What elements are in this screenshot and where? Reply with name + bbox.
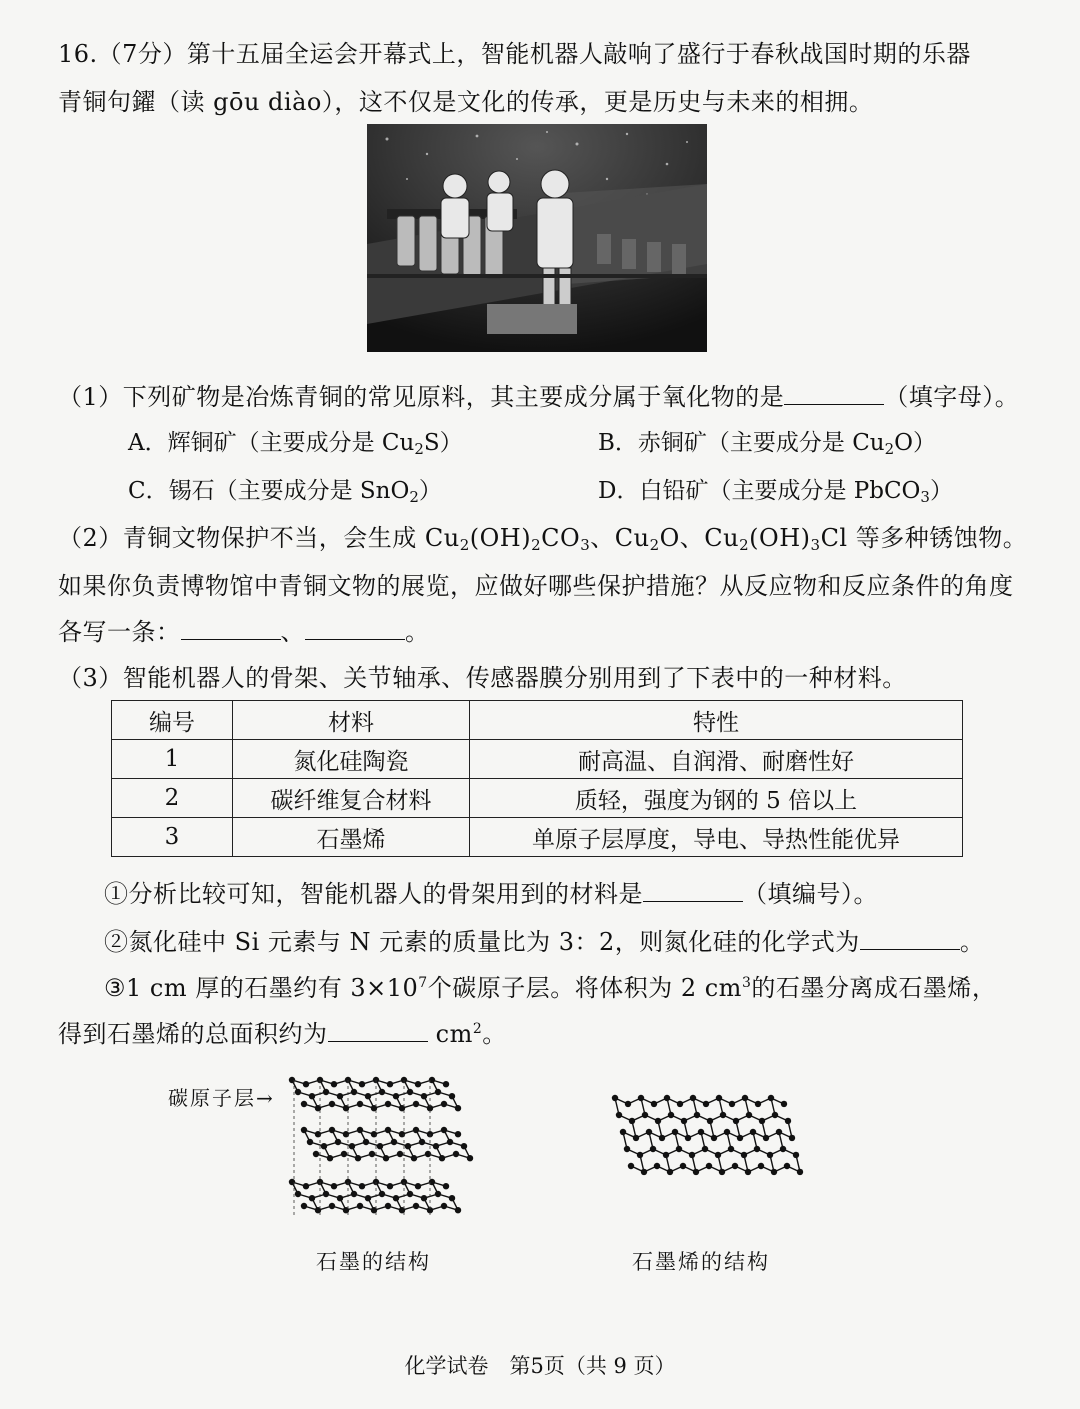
carbon-atom — [385, 1127, 391, 1133]
carbon-atom — [369, 1151, 375, 1157]
page-footer: 化学试卷 第5页（共 9 页） — [404, 1354, 676, 1378]
carbon-atom — [780, 1146, 786, 1152]
carbon-atom — [646, 1129, 652, 1135]
carbon-atom — [663, 1152, 669, 1158]
carbon-atom — [349, 1143, 355, 1149]
carbon-atom — [664, 1095, 670, 1101]
carbon-atom — [728, 1146, 734, 1152]
carbon-atom — [421, 1195, 427, 1201]
carbon-atom — [680, 1163, 686, 1169]
table-cell: 石墨烯 — [233, 818, 470, 857]
carbon-atom — [365, 1195, 371, 1201]
part2-line-1: （2）青铜文物保护不当，会生成 $Cu_2(OH)_2CO_3$、$Cu_2O$、$Cu_2(OH)_3Cl$ 等多种锈蚀物。 — [58, 524, 1028, 554]
part3-q1-blank[interactable] — [643, 881, 743, 902]
carbon-atom — [612, 1095, 618, 1101]
carbon-atom — [616, 1112, 622, 1118]
carbon-atom — [413, 1203, 419, 1209]
carbon-atom — [711, 1135, 717, 1141]
carbon-atom — [359, 1081, 365, 1087]
carbon-atom — [415, 1183, 421, 1189]
table-header: 材料 — [233, 701, 470, 740]
table-row — [112, 779, 963, 818]
carbon-atom — [706, 1163, 712, 1169]
carbon-atom — [693, 1169, 699, 1175]
carbon-atom — [405, 1143, 411, 1149]
carbon-atom — [724, 1129, 730, 1135]
part3-q2: ②氮化硅中 Si 元素与 N 元素的质量比为 3：2，则氮化硅的化学式为 。 — [104, 928, 985, 956]
carbon-atom — [323, 1191, 329, 1197]
part1-stem: （1）下列矿物是冶炼青铜的常见原料，其主要成分属于氧化物的是 （填字母）。 — [58, 383, 1020, 411]
carbon-atom — [307, 1139, 313, 1145]
carbon-atom — [698, 1129, 704, 1135]
table-cell: 1 — [112, 740, 233, 779]
carbon-atom — [439, 1155, 445, 1161]
carbon-atom — [776, 1129, 782, 1135]
carbon-atom — [313, 1151, 319, 1157]
carbon-atom — [755, 1101, 761, 1107]
carbon-atom — [793, 1152, 799, 1158]
carbon-atom — [741, 1152, 747, 1158]
carbon-atom — [447, 1139, 453, 1145]
part2-answer-blank-1[interactable] — [181, 619, 281, 640]
carbon-atom — [763, 1135, 769, 1141]
carbon-atom — [337, 1195, 343, 1201]
part3-q3-line-1: ③1 cm 厚的石墨约有 $3\times 10^7$个碳原子层。将体积为 2 $cm^3$的石墨分离成石墨烯， — [104, 974, 997, 1002]
carbon-atom — [301, 1101, 307, 1107]
carbon-layer-label: 碳原子层→ — [168, 1086, 275, 1110]
option-c: C．锡石（主要成分是 SnO$_2$） — [128, 478, 442, 506]
carbon-atom — [443, 1081, 449, 1087]
carbon-atom — [651, 1101, 657, 1107]
carbon-atom — [435, 1191, 441, 1197]
graphite-caption: 石墨的结构 — [316, 1250, 431, 1274]
carbon-atom — [672, 1129, 678, 1135]
carbon-atom — [329, 1203, 335, 1209]
carbon-atom — [337, 1093, 343, 1099]
question-line-2: 青铜句鑃（读 gōu diào），这不仅是文化的传承，更是历史与未来的相拥。 — [58, 88, 874, 116]
carbon-atom — [797, 1169, 803, 1175]
carbon-atom — [455, 1131, 461, 1137]
carbon-atom — [435, 1089, 441, 1095]
carbon-atom — [309, 1093, 315, 1099]
carbon-atom — [707, 1118, 713, 1124]
graphene-structure-diagram — [605, 1080, 815, 1200]
part3-q3-blank[interactable] — [328, 1021, 428, 1042]
carbon-atom — [771, 1169, 777, 1175]
carbon-atom — [453, 1151, 459, 1157]
carbon-atom — [295, 1191, 301, 1197]
carbon-atom — [393, 1093, 399, 1099]
carbon-atom — [407, 1089, 413, 1095]
carbon-atom — [677, 1101, 683, 1107]
carbon-atom — [329, 1127, 335, 1133]
part3-q1: ①分析比较可知，智能机器人的骨架用到的材料是 （填编号）。 — [104, 880, 878, 908]
carbon-atom — [689, 1152, 695, 1158]
carbon-atom — [377, 1143, 383, 1149]
option-a: A．辉铜矿（主要成分是 $Cu_2S$） — [128, 430, 463, 458]
carbon-atom — [637, 1152, 643, 1158]
carbon-atom — [441, 1203, 447, 1209]
carbon-atom — [759, 1118, 765, 1124]
carbon-atom — [449, 1093, 455, 1099]
carbon-atom — [667, 1169, 673, 1175]
part3-q3-line-2: 得到石墨烯的总面积约为 $cm^2$。 — [58, 1020, 507, 1048]
carbon-atom — [309, 1195, 315, 1201]
part1-answer-blank[interactable] — [784, 384, 884, 405]
carbon-atom — [641, 1169, 647, 1175]
carbon-atom — [413, 1101, 419, 1107]
carbon-atom — [383, 1155, 389, 1161]
graphite-structure-diagram — [280, 1060, 500, 1230]
carbon-atom — [449, 1195, 455, 1201]
carbon-atom — [754, 1146, 760, 1152]
carbon-atom — [411, 1155, 417, 1161]
carbon-atom — [421, 1093, 427, 1099]
table-cell: 3 — [112, 818, 233, 857]
carbon-atom — [624, 1146, 630, 1152]
carbon-atom — [355, 1155, 361, 1161]
part3-q2-blank[interactable] — [860, 929, 960, 950]
carbon-atom — [419, 1139, 425, 1145]
table-header: 特性 — [470, 701, 963, 740]
carbon-atom — [455, 1105, 461, 1111]
carbon-atom — [642, 1112, 648, 1118]
carbon-atom — [467, 1155, 473, 1161]
carbon-atom — [441, 1127, 447, 1133]
carbon-atom — [415, 1081, 421, 1087]
carbon-atom — [729, 1101, 735, 1107]
carbon-layer — [289, 1077, 461, 1112]
table-header-row — [112, 701, 963, 740]
carbon-atom — [321, 1143, 327, 1149]
carbon-atom — [758, 1163, 764, 1169]
carbon-atom — [768, 1095, 774, 1101]
carbon-atom — [397, 1151, 403, 1157]
table-header: 编号 — [112, 701, 233, 740]
carbon-atom — [365, 1093, 371, 1099]
carbon-atom — [767, 1152, 773, 1158]
carbon-layer — [289, 1179, 461, 1214]
table-cell: 质轻，强度为钢的 5 倍以上 — [470, 779, 963, 818]
carbon-atom — [393, 1195, 399, 1201]
carbon-atom — [379, 1191, 385, 1197]
carbon-layer — [301, 1127, 473, 1162]
carbon-atom — [391, 1139, 397, 1145]
carbon-layer — [612, 1095, 803, 1175]
carbon-atom — [385, 1203, 391, 1209]
carbon-atom — [715, 1152, 721, 1158]
carbon-atom — [694, 1112, 700, 1118]
carbon-atom — [461, 1143, 467, 1149]
carbon-atom — [357, 1203, 363, 1209]
carbon-atom — [719, 1169, 725, 1175]
carbon-atom — [654, 1163, 660, 1169]
table-cell: 碳纤维复合材料 — [233, 779, 470, 818]
carbon-atom — [737, 1135, 743, 1141]
carbon-atom — [303, 1183, 309, 1189]
carbon-atom — [357, 1127, 363, 1133]
carbon-atom — [685, 1135, 691, 1141]
part2-line-3: 各写一条： 、 。 — [58, 618, 430, 646]
part3-stem: （3）智能机器人的骨架、关节轴承、传感器膜分别用到了下表中的一种材料。 — [58, 664, 907, 692]
carbon-atom — [781, 1101, 787, 1107]
carbon-atom — [746, 1112, 752, 1118]
carbon-atom — [301, 1127, 307, 1133]
carbon-atom — [633, 1135, 639, 1141]
carbon-atom — [702, 1146, 708, 1152]
carbon-atom — [789, 1135, 795, 1141]
carbon-atom — [733, 1118, 739, 1124]
carbon-atom — [681, 1118, 687, 1124]
carbon-atom — [351, 1191, 357, 1197]
carbon-atom — [668, 1112, 674, 1118]
carbon-atom — [784, 1163, 790, 1169]
option-b: B．赤铜矿（主要成分是 $Cu_2O$） — [598, 430, 937, 458]
carbon-atom — [742, 1095, 748, 1101]
carbon-atom — [650, 1146, 656, 1152]
carbon-atom — [363, 1139, 369, 1145]
robot-performance-photo — [367, 124, 707, 352]
carbon-atom — [732, 1163, 738, 1169]
table-cell: 单原子层厚度，导电、导热性能优异 — [470, 818, 963, 857]
carbon-atom — [413, 1127, 419, 1133]
carbon-atom — [379, 1089, 385, 1095]
materials-table — [111, 700, 963, 857]
carbon-atom — [359, 1183, 365, 1189]
carbon-atom — [655, 1118, 661, 1124]
part2-line-2: 如果你负责博物馆中青铜文物的展览，应做好哪些保护措施？从反应物和反应条件的角度 — [58, 572, 1014, 600]
carbon-atom — [385, 1101, 391, 1107]
table-row — [112, 818, 963, 857]
carbon-atom — [720, 1112, 726, 1118]
table-cell: 氮化硅陶瓷 — [233, 740, 470, 779]
question-line-1: 16.（7分）第十五届全运会开幕式上，智能机器人敲响了盛行于春秋战国时期的乐器 — [58, 40, 971, 68]
carbon-atom — [785, 1118, 791, 1124]
carbon-atom — [323, 1089, 329, 1095]
carbon-atom — [301, 1203, 307, 1209]
carbon-atom — [387, 1183, 393, 1189]
carbon-atom — [659, 1135, 665, 1141]
carbon-atom — [625, 1101, 631, 1107]
carbon-atom — [772, 1112, 778, 1118]
carbon-atom — [638, 1095, 644, 1101]
table-row — [112, 740, 963, 779]
carbon-atom — [331, 1081, 337, 1087]
table-cell: 2 — [112, 779, 233, 818]
carbon-atom — [433, 1143, 439, 1149]
carbon-atom — [341, 1151, 347, 1157]
carbon-atom — [387, 1081, 393, 1087]
carbon-atom — [629, 1118, 635, 1124]
carbon-atom — [357, 1101, 363, 1107]
carbon-atom — [327, 1155, 333, 1161]
carbon-atom — [329, 1101, 335, 1107]
carbon-atom — [351, 1089, 357, 1095]
carbon-atom — [750, 1129, 756, 1135]
carbon-atom — [441, 1101, 447, 1107]
option-d: D．白铅矿（主要成分是 PbCO$_3$） — [598, 478, 953, 506]
carbon-atom — [745, 1169, 751, 1175]
carbon-atom — [676, 1146, 682, 1152]
graphene-caption: 石墨烯的结构 — [632, 1250, 770, 1274]
carbon-atom — [303, 1081, 309, 1087]
carbon-atom — [407, 1191, 413, 1197]
carbon-atom — [620, 1129, 626, 1135]
carbon-atom — [690, 1095, 696, 1101]
table-cell: 耐高温、自润滑、耐磨性好 — [470, 740, 963, 779]
carbon-atom — [628, 1163, 634, 1169]
part2-answer-blank-2[interactable] — [305, 619, 405, 640]
carbon-atom — [716, 1095, 722, 1101]
carbon-atom — [295, 1089, 301, 1095]
carbon-atom — [703, 1101, 709, 1107]
carbon-atom — [335, 1139, 341, 1145]
carbon-atom — [331, 1183, 337, 1189]
carbon-atom — [443, 1183, 449, 1189]
carbon-atom — [455, 1207, 461, 1213]
